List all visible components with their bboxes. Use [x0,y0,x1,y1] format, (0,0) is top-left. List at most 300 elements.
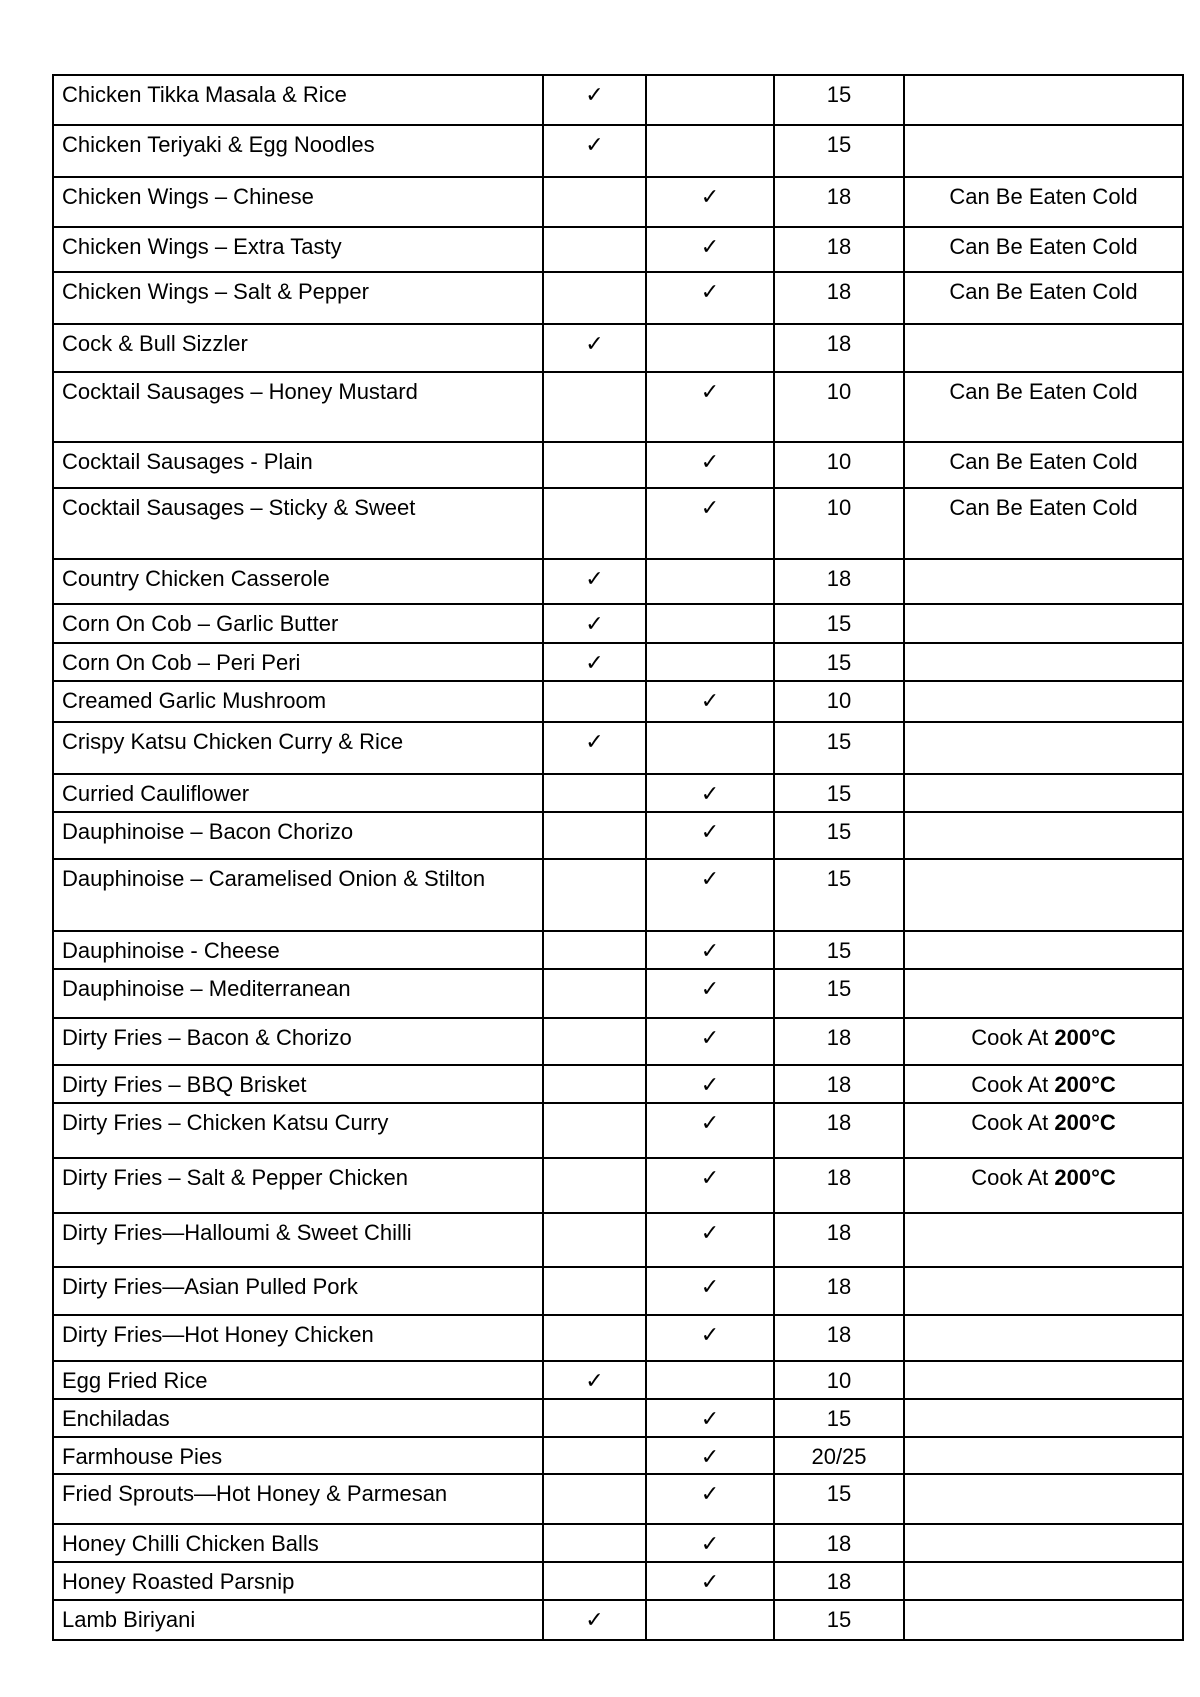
item-name: Corn On Cob – Garlic Butter [62,611,339,636]
item-name-cell [53,559,543,604]
time-value: 18 [826,1165,852,1190]
note-text: Can Be Eaten Cold [949,184,1138,209]
note-cell [904,604,1183,643]
checkmark-icon: ✓ [700,867,720,892]
note-cell [904,1018,1183,1065]
item-name-cell [53,272,543,324]
item-name-cell [53,1562,543,1600]
table-row [53,125,1183,177]
note-cell [904,1315,1183,1361]
table-row [53,1399,1183,1437]
time-value: 18 [826,566,852,591]
time-value: 10 [826,449,852,474]
table-row [53,1065,1183,1103]
col1-cell [543,324,646,372]
col2-cell [646,324,774,372]
item-name-cell [53,604,543,643]
col1-cell [543,559,646,604]
item-name-cell [53,177,543,227]
item-name: Egg Fried Rice [62,1368,208,1393]
item-name-cell [53,1600,543,1640]
col1-cell [543,1018,646,1065]
item-name-cell [53,812,543,859]
checkmark-icon: ✓ [700,820,720,845]
col1-cell [543,125,646,177]
time-cell [774,1103,904,1158]
time-value: 15 [826,611,852,636]
note-cell [904,969,1183,1018]
checkmark-icon: ✓ [700,1482,720,1507]
time-value: 15 [826,1406,852,1431]
note-temperature: 200°C [1054,1072,1116,1097]
checkmark-icon: ✓ [585,567,604,592]
time-value: 18 [826,279,852,304]
table-row [53,812,1183,859]
table-row [53,643,1183,681]
table-row [53,177,1183,227]
col2-cell [646,1267,774,1315]
table-row [53,774,1183,812]
time-cell [774,1399,904,1437]
note-cell [904,442,1183,488]
item-name: Chicken Wings – Salt & Pepper [62,279,369,304]
col2-cell [646,488,774,559]
col1-cell [543,774,646,812]
checkmark-icon: ✓ [700,380,720,405]
note-cell [904,559,1183,604]
item-name: Cocktail Sausages – Sticky & Sweet [62,495,416,520]
col1-cell [543,1103,646,1158]
time-value: 10 [826,688,852,713]
checkmark-icon: ✓ [700,496,720,521]
time-value: 18 [826,1274,852,1299]
note-cell [904,1562,1183,1600]
table-row [53,681,1183,722]
checkmark-icon: ✓ [700,1323,720,1348]
time-value: 18 [826,1569,852,1594]
item-name: Dirty Fries—Halloumi & Sweet Chilli [62,1220,412,1245]
table-row [53,1213,1183,1267]
note-cell [904,1524,1183,1562]
time-cell [774,774,904,812]
table-row [53,1267,1183,1315]
item-name-cell [53,1437,543,1474]
item-name-cell [53,1524,543,1562]
table-row [53,1158,1183,1213]
note-cell [904,774,1183,812]
table-row [53,272,1183,324]
note-text: Can Be Eaten Cold [949,495,1138,520]
note-cell [904,75,1183,125]
item-name: Dirty Fries – BBQ Brisket [62,1072,307,1097]
col1-cell [543,1065,646,1103]
time-value: 18 [826,184,852,209]
checkmark-icon: ✓ [700,1111,720,1136]
note-text: Cook At [971,1025,1055,1050]
col2-cell [646,722,774,774]
time-value: 18 [826,1220,852,1245]
time-cell [774,1158,904,1213]
col1-cell [543,1158,646,1213]
checkmark-icon: ✓ [700,235,720,260]
col1-cell [543,272,646,324]
col1-cell [543,1474,646,1524]
col2-cell [646,372,774,442]
note-text: Cook At [971,1110,1055,1135]
col1-cell [543,1267,646,1315]
time-value: 15 [826,650,852,675]
note-cell [904,812,1183,859]
note-text: Cook At [971,1165,1055,1190]
checkmark-icon: ✓ [700,1570,720,1595]
table-row [53,324,1183,372]
col1-cell [543,859,646,931]
item-name-cell [53,1213,543,1267]
col1-cell [543,1524,646,1562]
col2-cell [646,1158,774,1213]
col2-cell [646,1103,774,1158]
time-cell [774,1600,904,1640]
time-cell [774,1213,904,1267]
time-value: 15 [826,938,852,963]
item-name-cell [53,681,543,722]
checkmark-icon: ✓ [700,1221,720,1246]
note-cell [904,1361,1183,1399]
item-name-cell [53,1361,543,1399]
col2-cell [646,1399,774,1437]
checkmark-icon: ✓ [585,83,604,108]
item-name: Cock & Bull Sizzler [62,331,248,356]
item-name: Chicken Wings – Extra Tasty [62,234,342,259]
note-cell [904,1213,1183,1267]
item-name: Dauphinoise – Caramelised Onion & Stilton [62,866,486,891]
time-value: 10 [826,1368,852,1393]
col2-cell [646,1600,774,1640]
note-cell [904,372,1183,442]
table-row [53,75,1183,125]
table-row [53,859,1183,931]
item-name: Enchiladas [62,1406,170,1431]
col1-cell [543,1213,646,1267]
checkmark-icon: ✓ [585,133,604,158]
item-name: Honey Roasted Parsnip [62,1569,295,1594]
item-name: Chicken Teriyaki & Egg Noodles [62,132,375,157]
time-cell [774,722,904,774]
note-text: Can Be Eaten Cold [949,449,1138,474]
note-temperature: 200°C [1054,1165,1116,1190]
col2-cell [646,1437,774,1474]
item-name: Creamed Garlic Mushroom [62,688,327,713]
item-name-cell [53,1267,543,1315]
col1-cell [543,812,646,859]
col1-cell [543,227,646,272]
item-name: Dirty Fries – Chicken Katsu Curry [62,1110,389,1135]
note-cell [904,1065,1183,1103]
time-value: 15 [826,866,852,891]
item-name-cell [53,125,543,177]
col1-cell [543,372,646,442]
checkmark-icon: ✓ [585,332,604,357]
note-cell [904,931,1183,969]
item-name: Dauphinoise - Cheese [62,938,280,963]
checkmark-icon: ✓ [700,1407,720,1432]
time-value: 18 [826,1110,852,1135]
table-row [53,442,1183,488]
item-name: Dirty Fries—Hot Honey Chicken [62,1322,374,1347]
item-name: Cocktail Sausages - Plain [62,449,313,474]
col2-cell [646,1474,774,1524]
col1-cell [543,488,646,559]
checkmark-icon: ✓ [700,782,720,807]
time-cell [774,1437,904,1474]
time-cell [774,272,904,324]
time-cell [774,1562,904,1600]
note-cell [904,681,1183,722]
item-name: Dauphinoise – Mediterranean [62,976,351,1001]
menu-table [52,74,1184,1641]
note-cell [904,1399,1183,1437]
col2-cell [646,1315,774,1361]
col2-cell [646,643,774,681]
item-name-cell [53,372,543,442]
time-value: 10 [826,495,852,520]
table-row [53,969,1183,1018]
item-name-cell [53,643,543,681]
item-name: Dauphinoise – Bacon Chorizo [62,819,354,844]
item-name-cell [53,1018,543,1065]
checkmark-icon: ✓ [585,651,604,676]
col2-cell [646,442,774,488]
checkmark-icon: ✓ [585,1608,604,1633]
note-text: Can Be Eaten Cold [949,234,1138,259]
time-cell [774,372,904,442]
item-name: Crispy Katsu Chicken Curry & Rice [62,729,404,754]
table-row [53,1103,1183,1158]
time-value: 18 [826,1025,852,1050]
time-cell [774,681,904,722]
table-row [53,372,1183,442]
table-row [53,1315,1183,1361]
item-name-cell [53,75,543,125]
item-name: Honey Chilli Chicken Balls [62,1531,319,1556]
time-cell [774,1018,904,1065]
col2-cell [646,75,774,125]
note-cell [904,324,1183,372]
checkmark-icon: ✓ [700,185,720,210]
checkmark-icon: ✓ [585,612,604,637]
col2-cell [646,177,774,227]
item-name-cell [53,1315,543,1361]
checkmark-icon: ✓ [700,939,720,964]
note-cell [904,488,1183,559]
item-name: Dirty Fries – Bacon & Chorizo [62,1025,352,1050]
item-name: Chicken Wings – Chinese [62,184,314,209]
note-cell [904,1437,1183,1474]
item-name-cell [53,1158,543,1213]
time-cell [774,643,904,681]
note-cell [904,859,1183,931]
item-name-cell [53,324,543,372]
col1-cell [543,1315,646,1361]
time-value: 15 [826,1607,852,1632]
col2-cell [646,1524,774,1562]
time-cell [774,227,904,272]
time-value: 15 [826,976,852,1001]
col1-cell [543,931,646,969]
time-value: 15 [826,132,852,157]
col2-cell [646,1562,774,1600]
item-name-cell [53,1103,543,1158]
col1-cell [543,643,646,681]
time-cell [774,969,904,1018]
table-row [53,1600,1183,1640]
col2-cell [646,1065,774,1103]
note-text: Can Be Eaten Cold [949,279,1138,304]
col1-cell [543,1361,646,1399]
item-name-cell [53,969,543,1018]
col2-cell [646,931,774,969]
time-cell [774,931,904,969]
note-cell [904,1103,1183,1158]
note-cell [904,177,1183,227]
col2-cell [646,1361,774,1399]
table-row [53,227,1183,272]
col2-cell [646,125,774,177]
item-name: Farmhouse Pies [62,1444,223,1469]
item-name: Dirty Fries—Asian Pulled Pork [62,1274,358,1299]
col1-cell [543,1399,646,1437]
col2-cell [646,969,774,1018]
item-name-cell [53,227,543,272]
time-value: 18 [826,1072,852,1097]
checkmark-icon: ✓ [700,1445,720,1470]
checkmark-icon: ✓ [585,1369,604,1394]
item-name-cell [53,859,543,931]
note-cell [904,125,1183,177]
item-name: Cocktail Sausages – Honey Mustard [62,379,418,404]
time-cell [774,442,904,488]
time-value: 18 [826,331,852,356]
item-name: Chicken Tikka Masala & Rice [62,82,347,107]
table-row [53,1562,1183,1600]
table-row [53,1474,1183,1524]
col2-cell [646,774,774,812]
time-cell [774,1315,904,1361]
checkmark-icon: ✓ [700,280,720,305]
item-name-cell [53,1474,543,1524]
item-name: Corn On Cob – Peri Peri [62,650,301,675]
time-cell [774,1267,904,1315]
col1-cell [543,722,646,774]
time-value: 15 [826,1481,852,1506]
col2-cell [646,859,774,931]
item-name: Dirty Fries – Salt & Pepper Chicken [62,1165,409,1190]
time-value: 15 [826,781,852,806]
note-cell [904,643,1183,681]
time-cell [774,1065,904,1103]
item-name: Country Chicken Casserole [62,566,330,591]
time-value: 15 [826,729,852,754]
col2-cell [646,1018,774,1065]
time-value: 15 [826,819,852,844]
note-temperature: 200°C [1054,1110,1116,1135]
note-cell [904,1267,1183,1315]
checkmark-icon: ✓ [700,1532,720,1557]
note-cell [904,227,1183,272]
col2-cell [646,1213,774,1267]
note-cell [904,272,1183,324]
table-row [53,1361,1183,1399]
col2-cell [646,681,774,722]
item-name-cell [53,774,543,812]
item-name: Fried Sprouts—Hot Honey & Parmesan [62,1481,448,1506]
time-cell [774,1474,904,1524]
time-cell [774,488,904,559]
note-cell [904,1474,1183,1524]
table-row [53,559,1183,604]
item-name-cell [53,1399,543,1437]
col1-cell [543,442,646,488]
table-row [53,604,1183,643]
checkmark-icon: ✓ [700,977,720,1002]
time-value: 20/25 [811,1444,867,1469]
note-text: Cook At [971,1072,1055,1097]
time-cell [774,125,904,177]
table-row [53,1018,1183,1065]
col2-cell [646,559,774,604]
item-name-cell [53,722,543,774]
checkmark-icon: ✓ [585,730,604,755]
time-cell [774,324,904,372]
time-cell [774,559,904,604]
checkmark-icon: ✓ [700,1026,720,1051]
col1-cell [543,177,646,227]
checkmark-icon: ✓ [700,1166,720,1191]
col1-cell [543,1562,646,1600]
time-cell [774,75,904,125]
col1-cell [543,1600,646,1640]
time-cell [774,812,904,859]
time-value: 18 [826,234,852,259]
col2-cell [646,272,774,324]
col1-cell [543,604,646,643]
col1-cell [543,969,646,1018]
time-cell [774,859,904,931]
table-row [53,931,1183,969]
table-row [53,722,1183,774]
note-cell [904,1600,1183,1640]
col1-cell [543,681,646,722]
table-row [53,1437,1183,1474]
checkmark-icon: ✓ [700,1275,720,1300]
time-cell [774,177,904,227]
note-temperature: 200°C [1054,1025,1116,1050]
time-cell [774,1524,904,1562]
item-name-cell [53,1065,543,1103]
col2-cell [646,812,774,859]
note-cell [904,1158,1183,1213]
time-value: 18 [826,1322,852,1347]
time-value: 10 [826,379,852,404]
col1-cell [543,1437,646,1474]
time-cell [774,1361,904,1399]
col2-cell [646,227,774,272]
item-name: Lamb Biriyani [62,1607,196,1632]
note-cell [904,722,1183,774]
table-row [53,488,1183,559]
time-value: 18 [826,1531,852,1556]
note-text: Can Be Eaten Cold [949,379,1138,404]
